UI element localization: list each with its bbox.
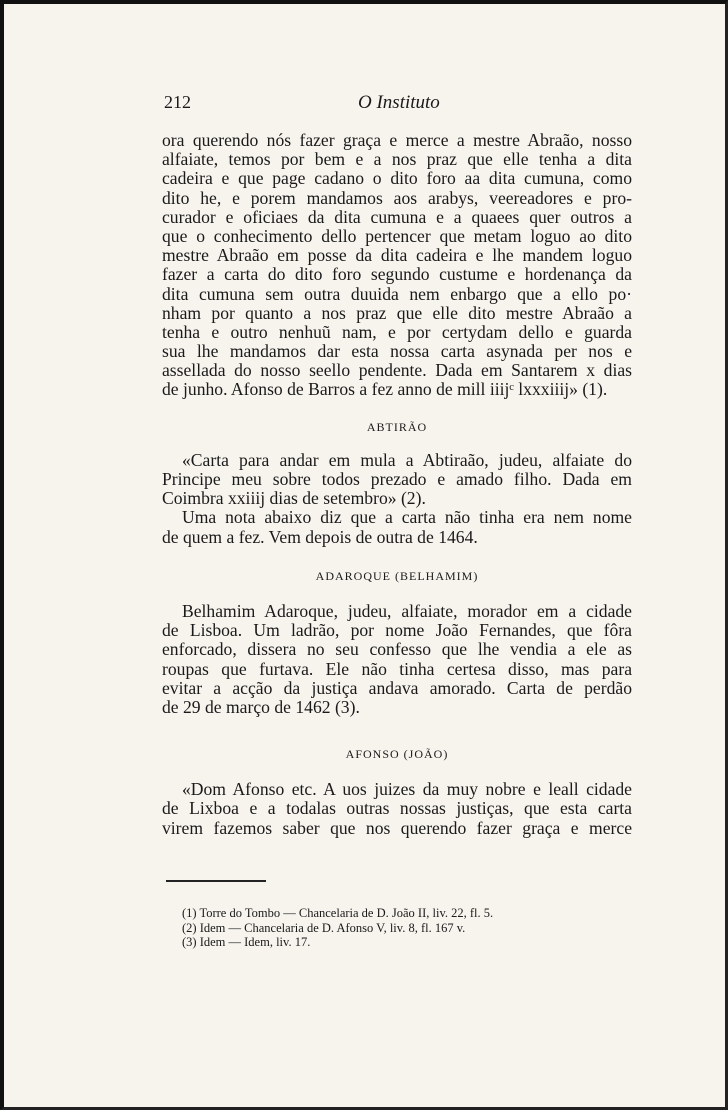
text-line: curador e oficiaes da dita cumuna e a quaees quer outros a [162, 206, 632, 227]
text-line: de quem a fez. Vem depois de outra de 1464. [162, 526, 478, 547]
text-line: de 29 de março de 1462 (3). [162, 696, 360, 717]
text-line: mestre Abraão em posse da dita cadeira e lhe mandem loguo [162, 245, 632, 266]
footnote-1: (1) Torre do Tombo — Chancelaria de D. João II, liv. 22, fl. 5. [182, 906, 494, 920]
running-title: O Instituto [358, 92, 440, 113]
text-line: sua lhe mandamos dar esta nossa carta asynada per nos e [162, 341, 632, 362]
text-line: «Carta para andar em mula a Abtiraão, judeu, alfaiate do [182, 449, 632, 470]
footnote-2: (2) Idem — Chancelaria de D. Afonso V, liv. 8, fl. 167 v. [182, 920, 466, 935]
footnote-3: (3) Idem — Idem, liv. 17. [182, 935, 311, 949]
paragraph-adaroque [162, 602, 632, 717]
text-line: cadeira e que page cadano o dito foro aa dita cumuna, como [162, 168, 632, 189]
text-line: evitar a acção da justiça andava amorado. Carta de perdão [162, 677, 632, 698]
text-line: virem fazemos saber que nos querendo fazer graça e merce [162, 817, 632, 838]
text-line: tenha e outro nenhuũ nam, e por certydam dello e guarda [162, 321, 632, 342]
text-line: ora querendo nós fazer graça e merce a mestre Abraão, nosso [162, 130, 632, 150]
footnotes [182, 906, 622, 950]
text-line: fazer a carta do dito foro segundo custume e hordenança da [162, 264, 632, 285]
text-line: nham por quanto a nos praz que elle dito mestre Abraão a [162, 302, 632, 323]
paragraph-afonso [162, 780, 632, 838]
section-heading-abtirao: ABTIRÃO [366, 419, 428, 434]
footnote-rule [166, 880, 266, 882]
text-line: de Lisboa. Um ladrão, por nome João Fernandes, que fôra [162, 620, 632, 641]
text-line: Coimbra xxiiij dias de setembro» (2). [162, 488, 426, 509]
text-line: que o conhecimento dello pertencer que metam loguo ao dito [162, 225, 632, 246]
page-number: 212 [164, 92, 191, 112]
text-line: dita cumuna sem outra duuida nem enbargo que a ello po· [162, 283, 632, 304]
text-line: Principe meu sobre todos prezado e amado filho. Dada em [162, 469, 632, 490]
text-line: roupas que furtava. Ele não tinha certesa disso, mas para [162, 658, 632, 679]
text-line: Uma nota abaixo diz que a carta não tinha era nem nome [182, 507, 632, 528]
text-line: alfaiate, temos por bem e a nos praz que elle tenha a dita [162, 149, 632, 170]
section-heading-adaroque: ADAROQUE (BELHAMIM) [315, 568, 479, 583]
paragraph-abtirao-letter [162, 451, 632, 509]
text-line: Belhamim Adaroque, judeu, alfaiate, morador em a cidade [182, 600, 632, 621]
paragraph-abtirao-note [162, 508, 632, 546]
text-line: «Dom Afonso etc. A uos juizes da muy nobre e leall cidade [182, 779, 632, 800]
section-heading-afonso: AFONSO (JOÃO) [345, 747, 449, 762]
body-text [162, 131, 632, 838]
text-line: enforcado, dissera no seu confesso que lhe vendia a ele as [162, 639, 632, 660]
text-line: dito he, e porem mandamos aos arabys, veereadores e pro- [162, 187, 632, 208]
text-line: assellada do nosso seello pendente. Dada em Santarem x dias [162, 360, 632, 381]
text-line: de Lixboa e a todalas outras nossas justiças, que esta carta [162, 798, 632, 819]
text-line: de junho. Afonso de Barros a fez anno de mill iiijᶜ lxxxiiij» (1). [162, 379, 608, 400]
running-head [164, 92, 634, 116]
paragraph-continued [162, 131, 632, 400]
